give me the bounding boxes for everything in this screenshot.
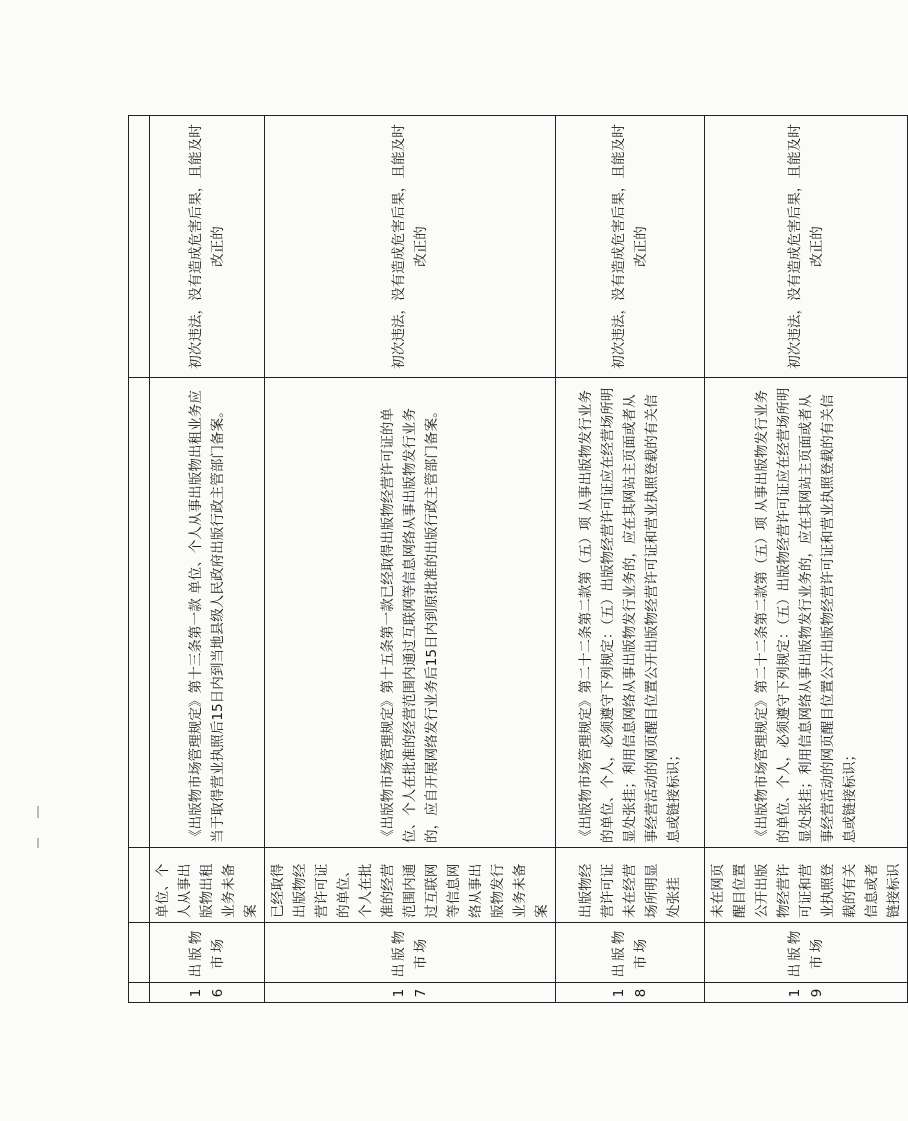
header-cell-no	[129, 983, 150, 1003]
row-behavior: 未在网页醒目位置公开出版物经营许可证和营业执照登载的有关信息或者链接标识	[705, 848, 908, 923]
header-cell-category	[129, 923, 150, 983]
row-number: 19	[705, 983, 908, 1003]
header-cell-basis	[129, 378, 150, 848]
row-legal-basis: 《出版物市场管理规定》第十五条第一款已经取得出版物经营许可证的单位、个人在批准的经营范围内通过互联网等信息网络从事出版物发行业务的，应自开展网络发行业务后15日内到原批准的出版行政主管部门备案。	[265, 378, 556, 848]
row-exemption-standard: 初次违法，没有造成危害后果，且能及时改正的	[265, 116, 556, 378]
row-legal-basis: 《出版物市场管理规定》第二十二条第二款第（五）项 从事出版物发行业务的单位、个人，必须遵守下列规定：（五）出版物经营许可证应在经营场所明显处张挂；利用信息网络从事出版物发行业务的，应在其网站主页面或者从事经营活动的网页醒目位置公开出版物经营许可证和营业执照登载的有关信息或链接标识；	[705, 378, 908, 848]
row-number: 17	[265, 983, 556, 1003]
table-row	[265, 116, 556, 1003]
row-number: 16	[150, 983, 265, 1003]
scan-artifact-mark	[37, 806, 39, 818]
penalty-exemption-table	[128, 115, 908, 1003]
row-behavior: 单位、个人从事出版物出租业务未备案	[150, 848, 265, 923]
row-behavior: 出版物经营许可证未在经营场所明显处张挂	[556, 848, 705, 923]
row-category: 出版物市场	[705, 923, 908, 983]
table-row	[556, 116, 705, 1003]
row-exemption-standard: 初次违法，没有造成危害后果，且能及时改正的	[705, 116, 908, 378]
header-cell-behavior	[129, 848, 150, 923]
scan-artifact-mark	[37, 838, 39, 848]
row-category: 出版物市场	[556, 923, 705, 983]
row-legal-basis: 《出版物市场管理规定》第二十二条第二款第（五）项 从事出版物发行业务的单位、个人，必须遵守下列规定：（五）出版物经营许可证应在经营场所明显处张挂；利用信息网络从事出版物发行业务的，应在其网站主页面或者从事经营活动的网页醒目位置公开出版物经营许可证和营业执照登载的有关信息或链接标识；	[556, 378, 705, 848]
row-legal-basis: 《出版物市场管理规定》第十三条第一款 单位、个人从事出版物出租业务应当于取得营业执照后15日内到当地县级人民政府出版行政主管部门备案。	[150, 378, 265, 848]
row-exemption-standard: 初次违法，没有造成危害后果，且能及时改正的	[150, 116, 265, 378]
row-category: 出版物市场	[265, 923, 556, 983]
table-header-continuation-row	[129, 116, 150, 1003]
row-number: 18	[556, 983, 705, 1003]
row-exemption-standard: 初次违法，没有造成危害后果，且能及时改正的	[556, 116, 705, 378]
table-row	[150, 116, 265, 1003]
table-row	[705, 116, 908, 1003]
row-behavior: 已经取得出版物经营许可证的单位、个人在批准的经营范围内通过互联网等信息网络从事出版物发行业务未备案	[265, 848, 556, 923]
header-cell-standard	[129, 116, 150, 378]
row-category: 出版物市场	[150, 923, 265, 983]
